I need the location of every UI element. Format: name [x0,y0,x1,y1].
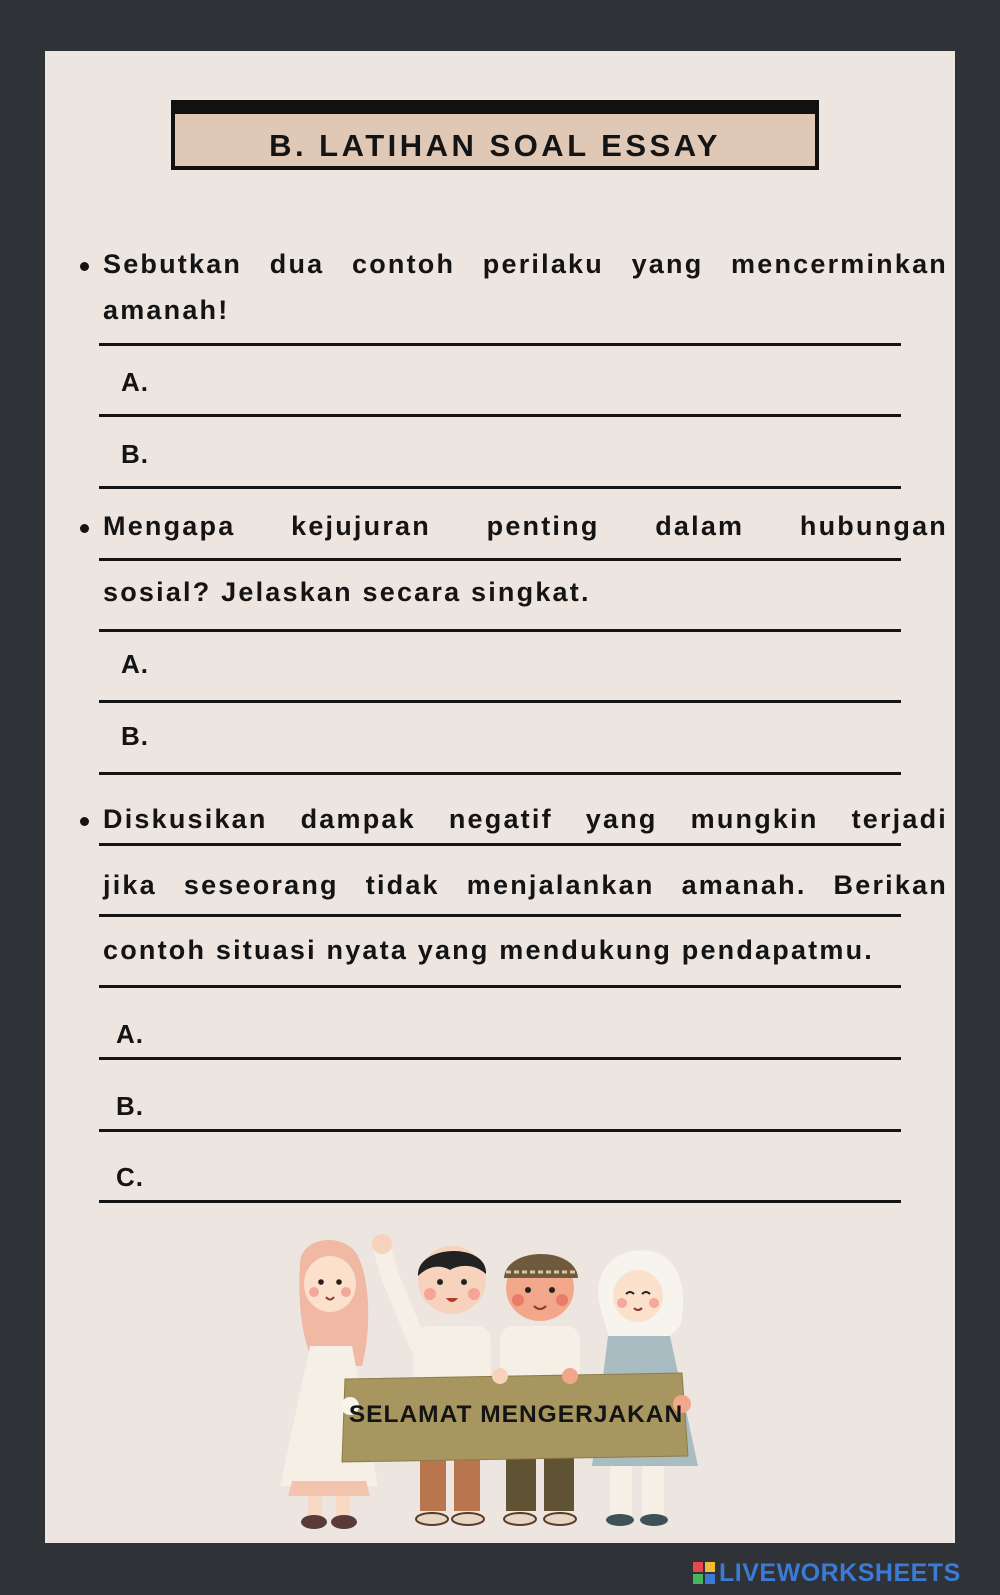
question-1-line-1: Sebutkan dua contoh perilaku yang mencerminkan [103,249,948,279]
text-rule [99,914,901,917]
sign-text: SELAMAT MENGERJAKAN [348,1401,684,1428]
question-3-option-b: B. [116,1091,144,1121]
liveworksheets-logo[interactable] [693,1558,961,1588]
brand-name: LIVEWORKSHEETS [719,1558,961,1587]
question-3-option-c: C. [116,1162,144,1192]
answer-line[interactable] [99,772,901,775]
children-illustration [270,1226,730,1541]
bullet-icon [80,262,89,271]
worksheet-title: B. LATIHAN SOAL ESSAY [269,128,721,163]
question-2-line-1: Mengapa kejujuran penting dalam hubungan [103,511,948,541]
text-rule [99,843,901,846]
question-2-option-b: B. [121,721,149,751]
answer-line [99,343,901,346]
logo-grid-icon [693,1562,715,1584]
answer-line[interactable] [99,486,901,489]
question-3-line-3: contoh situasi nyata yang mendukung pendapatmu. [103,935,874,965]
worksheet-page [45,51,955,1543]
answer-line[interactable] [99,414,901,417]
question-1-option-a: A. [121,367,149,397]
question-2-line-2: sosial? Jelaskan secara singkat. [103,577,591,607]
bullet-icon [80,817,89,826]
question-3-line-1: Diskusikan dampak negatif yang mungkin terjadi [103,804,948,834]
answer-line[interactable] [99,1129,901,1132]
question-1-line-2: amanah! [103,295,230,325]
welcome-sign [341,1368,691,1462]
answer-line[interactable] [99,1057,901,1060]
answer-line[interactable] [99,700,901,703]
question-1-option-b: B. [121,439,149,469]
question-3-line-2: jika seseorang tidak menjalankan amanah. Berikan [103,870,948,900]
question-3-option-a: A. [116,1019,144,1049]
answer-line[interactable] [99,1200,901,1203]
question-2-option-a: A. [121,649,149,679]
answer-line [99,985,901,988]
bullet-icon [80,524,89,533]
title-box [171,100,819,170]
answer-line [99,629,901,632]
text-rule [99,558,901,561]
